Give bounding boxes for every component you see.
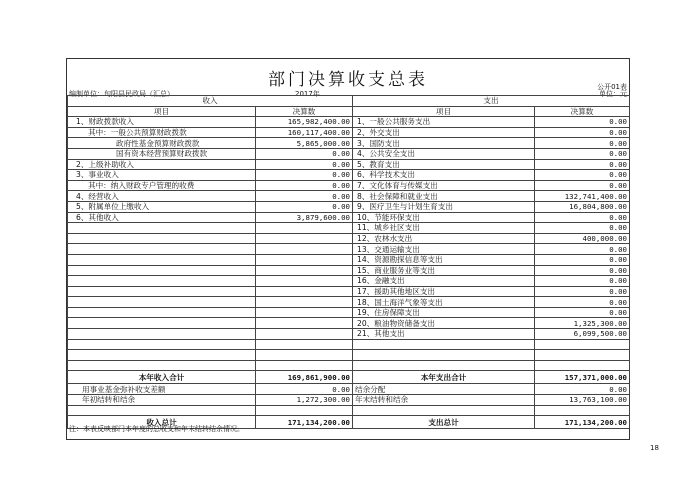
income-amount: [256, 329, 353, 340]
income-amount: 3,879,600.00: [256, 212, 353, 223]
expense-item: 15、商业服务业等支出: [353, 265, 535, 276]
column-header-row: [68, 106, 630, 117]
expense-item: 11、城乡社区支出: [353, 223, 535, 234]
income-item: [68, 233, 256, 244]
income-item: [68, 360, 256, 371]
expense-amount: 0.00: [535, 254, 630, 265]
income-item: [68, 329, 256, 340]
income-amount: [256, 297, 353, 308]
income-item: [68, 286, 256, 297]
expense-amount: [535, 350, 630, 361]
income-item: [68, 350, 256, 361]
table-row: [68, 395, 630, 406]
table-row: [68, 159, 630, 170]
expense-amount: 0.00: [535, 148, 630, 159]
surplus-distribution-value: 0.00: [535, 384, 630, 395]
income-amount: [256, 254, 353, 265]
expense-amount: 0.00: [535, 138, 630, 149]
table-row: [68, 318, 630, 329]
income-item: 国有资本经营预算财政拨款: [68, 148, 256, 159]
header-row: [68, 96, 630, 107]
income-item: [68, 254, 256, 265]
closing-balance-value: 13,763,100.00: [535, 395, 630, 406]
grand-expense-label: 支出总计: [353, 416, 535, 429]
expense-amount: 400,000.00: [535, 233, 630, 244]
expense-item-header: 项目: [353, 106, 535, 117]
expense-item: 9、医疗卫生与计划生育支出: [353, 201, 535, 212]
expense-amount: 0.00: [535, 180, 630, 191]
income-item: [68, 297, 256, 308]
income-item: [68, 318, 256, 329]
expense-item: 20、粮油物资储备支出: [353, 318, 535, 329]
table-row: [68, 148, 630, 159]
surplus-distribution-label: 结余分配: [353, 384, 535, 395]
table-row: [68, 339, 630, 350]
total-expense-value: 157,371,000.00: [535, 371, 630, 384]
expense-item: 18、国土海洋气象等支出: [353, 297, 535, 308]
expense-amount: 0.00: [535, 170, 630, 181]
expense-amount: 16,804,800.00: [535, 201, 630, 212]
expense-item: 8、社会保障和就业支出: [353, 191, 535, 202]
expense-item: 13、交通运输支出: [353, 244, 535, 255]
income-amount: 0.00: [256, 191, 353, 202]
grand-income-label: 收入总计: [68, 416, 256, 429]
table-row: [68, 201, 630, 212]
table-row: [68, 127, 630, 138]
income-amount: 0.00: [256, 170, 353, 181]
form-number: 公开01表: [597, 83, 627, 91]
expense-item: 14、资源勘探信息等支出: [353, 254, 535, 265]
footnote: 注：本表反映部门本年度的总收支和年末结转结余情况。: [69, 425, 244, 433]
total-income-value: 169,861,900.00: [256, 371, 353, 384]
income-amount: 165,982,400.00: [256, 117, 353, 128]
expense-amount: [535, 339, 630, 350]
total-income-label: 本年收入合计: [68, 371, 256, 384]
expense-amount: 132,741,400.00: [535, 191, 630, 202]
income-item: [68, 244, 256, 255]
table-row: [68, 138, 630, 149]
table-row: [68, 286, 630, 297]
income-amount: [256, 339, 353, 350]
expense-amount: 0.00: [535, 276, 630, 287]
income-amount: [256, 307, 353, 318]
expense-amount: [535, 360, 630, 371]
grand-expense-value: 171,134,200.00: [535, 416, 630, 429]
table-row: [68, 350, 630, 361]
table-row: [68, 265, 630, 276]
expense-amount: 0.00: [535, 212, 630, 223]
income-amount: [256, 223, 353, 234]
expense-item: 21、其他支出: [353, 329, 535, 340]
fund-makeup-value: 0.00: [256, 384, 353, 395]
expense-amount: 0.00: [535, 307, 630, 318]
table-row: [68, 117, 630, 128]
expense-item: 2、外交支出: [353, 127, 535, 138]
opening-balance-value: 1,272,300.00: [256, 395, 353, 406]
table-row: [68, 170, 630, 181]
expense-amount: 1,325,300.00: [535, 318, 630, 329]
org-name: 编制单位：旬阳县民政局（汇总）: [69, 90, 174, 98]
income-amount: 160,117,400.00: [256, 127, 353, 138]
page-title: 部门决算收支总表: [268, 70, 428, 90]
income-item: 3、事业收入: [68, 170, 256, 181]
opening-balance-label: 年初结转和结余: [68, 395, 256, 406]
income-item: [68, 307, 256, 318]
income-amount: 0.00: [256, 148, 353, 159]
income-item: 2、上级补助收入: [68, 159, 256, 170]
table-row: [68, 329, 630, 340]
expense-amount: 0.00: [535, 297, 630, 308]
income-item-header: 项目: [68, 106, 256, 117]
income-amount: [256, 276, 353, 287]
table-row: [68, 297, 630, 308]
income-item: [68, 265, 256, 276]
income-amount: [256, 350, 353, 361]
income-item: 政府性基金预算财政拨款: [68, 138, 256, 149]
expense-amount-header: 决算数: [535, 106, 630, 117]
expense-item: 16、金融支出: [353, 276, 535, 287]
table-row: [68, 212, 630, 223]
income-amount: [256, 286, 353, 297]
table-row: [68, 244, 630, 255]
income-item: [68, 276, 256, 287]
income-amount: [256, 265, 353, 276]
expense-item: 12、农林水支出: [353, 233, 535, 244]
income-item: 其中：纳入财政专户管理的收费: [68, 180, 256, 191]
income-header: 收入: [68, 96, 353, 107]
expense-amount: 0.00: [535, 244, 630, 255]
table-row: [68, 276, 630, 287]
expense-item: 17、援助其他地区支出: [353, 286, 535, 297]
income-item: [68, 223, 256, 234]
expense-amount: 0.00: [535, 159, 630, 170]
expense-item: 3、国防支出: [353, 138, 535, 149]
income-amount: 0.00: [256, 159, 353, 170]
income-amount: 0.00: [256, 180, 353, 191]
expense-amount: 0.00: [535, 286, 630, 297]
table-row: [68, 360, 630, 371]
expense-item: 4、公共安全支出: [353, 148, 535, 159]
expense-header: 支出: [353, 96, 630, 107]
income-amount: [256, 233, 353, 244]
expense-amount: 0.00: [535, 265, 630, 276]
table-row: [68, 307, 630, 318]
expense-amount: 0.00: [535, 117, 630, 128]
income-item: 5、附属单位上缴收入: [68, 201, 256, 212]
table-row: [68, 405, 630, 416]
table-row: [68, 180, 630, 191]
total-row: [68, 371, 630, 384]
expense-item: [353, 339, 535, 350]
table-row: [68, 233, 630, 244]
page-number: 18: [650, 444, 659, 452]
expense-item: 6、科学技术支出: [353, 170, 535, 181]
expense-item: 19、住房保障支出: [353, 307, 535, 318]
report-year: 2017年: [295, 90, 320, 98]
income-amount: 5,865,000.00: [256, 138, 353, 149]
grand-income-value: 171,134,200.00: [256, 416, 353, 429]
expense-amount: 0.00: [535, 127, 630, 138]
report-sheet: [66, 58, 630, 440]
expense-item: 10、节能环保支出: [353, 212, 535, 223]
income-amount: [256, 360, 353, 371]
table-row: [68, 384, 630, 395]
fund-makeup-label: 用事业基金弥补收支差额: [68, 384, 256, 395]
expense-amount: 0.00: [535, 223, 630, 234]
income-item: [68, 339, 256, 350]
income-item: 4、经营收入: [68, 191, 256, 202]
expense-item: [353, 350, 535, 361]
expense-item: [353, 360, 535, 371]
expense-item: 7、文化体育与传媒支出: [353, 180, 535, 191]
closing-balance-label: 年末结转和结余: [353, 395, 535, 406]
income-item: 其中：一般公共预算财政拨款: [68, 127, 256, 138]
table-row: [68, 254, 630, 265]
income-amount-header: 决算数: [256, 106, 353, 117]
income-amount: [256, 318, 353, 329]
summary-table: [67, 95, 630, 429]
expense-item: 1、一般公共服务支出: [353, 117, 535, 128]
unit-label: 单位：元: [599, 90, 627, 98]
income-amount: 0.00: [256, 201, 353, 212]
income-amount: [256, 244, 353, 255]
table-row: [68, 223, 630, 234]
table-row: [68, 191, 630, 202]
total-expense-label: 本年支出合计: [353, 371, 535, 384]
income-item: 6、其他收入: [68, 212, 256, 223]
expense-amount: 6,099,500.00: [535, 329, 630, 340]
expense-item: 5、教育支出: [353, 159, 535, 170]
income-item: 1、财政拨款收入: [68, 117, 256, 128]
